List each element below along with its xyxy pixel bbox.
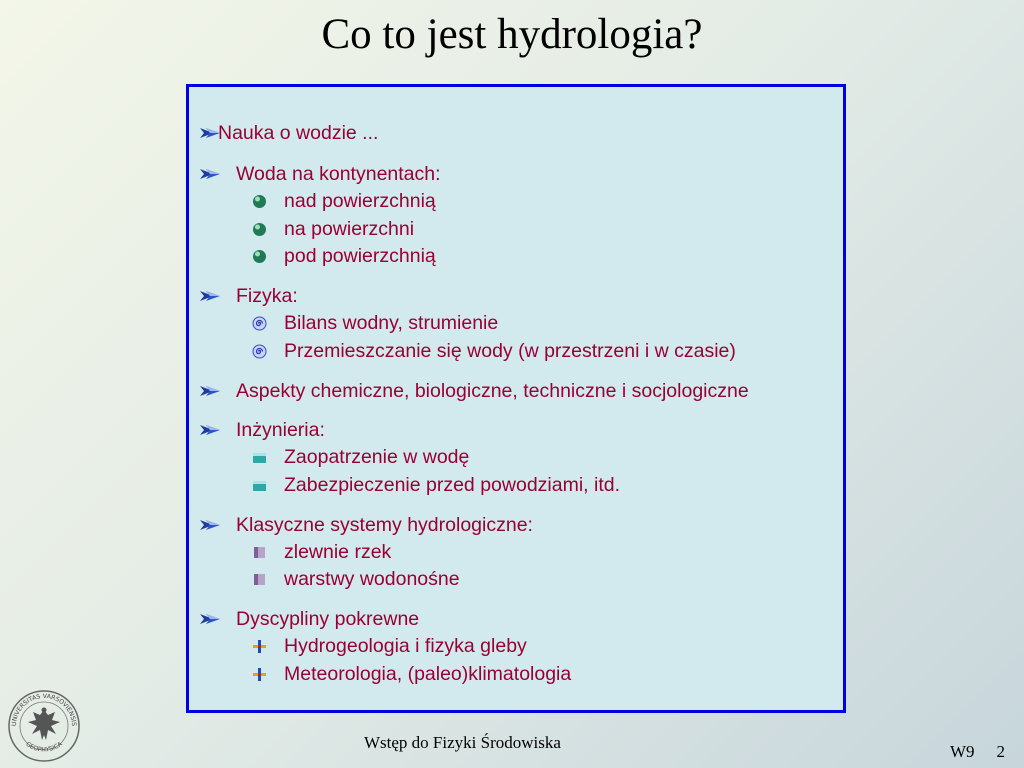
sub-item-text: Meteorologia, (paleo)klimatologia: [284, 662, 572, 685]
sub-item: [189, 243, 843, 269]
sub-item: [189, 472, 843, 498]
arrow-bullet-icon: [199, 290, 221, 302]
sub-item-text: Zabezpieczenie przed powodziami, itd.: [284, 473, 621, 496]
plus-cross-icon: [252, 639, 267, 654]
sub-item-text: nad powierzchnią: [284, 190, 436, 212]
sub-item: [189, 566, 843, 592]
spiral-icon: [252, 344, 267, 359]
sub-item: [189, 188, 843, 214]
sub-item-text: zlewnie rzek: [284, 540, 392, 563]
svg-text:UNIVERSITAS VARSOVIENSIS: UNIVERSITAS VARSOVIENSIS: [10, 692, 78, 727]
university-seal-logo: [6, 688, 82, 764]
green-sphere-icon: [252, 222, 267, 237]
section-item-text: Inżynieria:: [236, 419, 325, 441]
sub-item-text: pod powierzchnią: [284, 245, 436, 267]
sub-item-text: Hydrogeologia i fizyka gleby: [284, 635, 527, 657]
sub-item-text: na powierzchni: [284, 217, 415, 240]
sub-item: [189, 216, 843, 242]
content-box: [186, 84, 846, 713]
section-item-text: Klasyczne systemy hydrologiczne:: [236, 513, 533, 536]
green-sphere-icon: [252, 194, 267, 209]
arrow-bullet-icon: [199, 424, 221, 436]
section-item: [189, 161, 843, 187]
mauve-square-icon: [252, 572, 267, 587]
sub-item: [189, 310, 843, 336]
sub-item: [189, 661, 843, 687]
page-number: 2: [996, 742, 1006, 761]
sub-item-text: warstwy wodonośne: [284, 568, 460, 590]
sub-item-text: Bilans wodny, strumienie: [284, 312, 499, 334]
spiral-icon: [252, 316, 267, 331]
section-item: [189, 606, 843, 632]
arrow-bullet-icon: [199, 519, 221, 531]
sub-item-text: Przemieszczanie się wody (w przestrzeni i w czasie): [284, 339, 736, 362]
arrow-bullet-icon: [199, 613, 221, 625]
section-item-text: Dyscypliny pokrewne: [236, 608, 420, 630]
teal-square-icon: [252, 450, 267, 465]
green-sphere-icon: [252, 249, 267, 264]
svg-text:GEOPHYSICA: GEOPHYSICA: [24, 740, 64, 754]
bullet-list: [189, 87, 843, 710]
section-item: [189, 378, 843, 404]
section-item-text: Aspekty chemiczne, biologiczne, techniczne i socjologiczne: [236, 379, 749, 402]
section-item: [189, 512, 843, 538]
intro-item-text: Nauka o wodzie ...: [218, 122, 379, 144]
arrow-bullet-icon: [199, 168, 221, 180]
sub-item-text: Zaopatrzenie w wodę: [284, 446, 470, 468]
sub-item: [189, 444, 843, 470]
footer-meta: [950, 742, 1024, 762]
intro-item: [189, 120, 843, 146]
section-item-text: Woda na kontynentach:: [236, 163, 441, 185]
section-item: [189, 417, 843, 443]
footer-title: Wstęp do Fizyki Środowiska: [364, 733, 561, 752]
sub-item: [189, 539, 843, 565]
teal-square-icon: [252, 478, 267, 493]
mauve-square-icon: [252, 545, 267, 560]
section-item: [189, 283, 843, 309]
slide-title: Co to jest hydrologia?: [321, 11, 703, 58]
footer-week: W9: [950, 742, 975, 761]
sub-item: [189, 338, 843, 364]
section-item-text: Fizyka:: [236, 285, 298, 307]
sub-item: [189, 633, 843, 659]
plus-cross-icon: [252, 667, 267, 682]
arrow-bullet-icon: [199, 385, 221, 397]
